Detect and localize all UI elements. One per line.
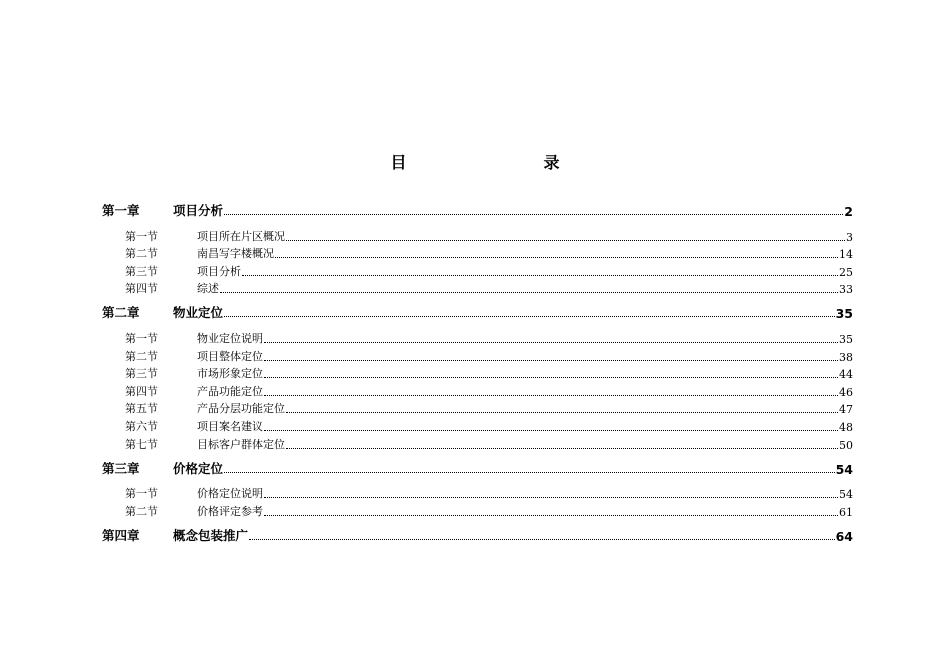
dot-leader [264,515,838,516]
dot-leader [264,430,838,431]
dot-leader [242,275,838,276]
dot-leader [220,292,838,293]
chapter-page-number: 35 [835,306,853,322]
section-title: 产品分层功能定位 [197,402,285,416]
table-of-contents [102,202,853,551]
section-title: 产品功能定位 [197,384,263,398]
section-title: 目标客户群体定位 [197,437,285,451]
toc-section-1-2[interactable] [102,244,853,262]
section-title: 项目案名建议 [197,419,263,433]
section-page-number: 14 [839,248,853,262]
chapter-title: 概念包装推广 [173,527,249,543]
toc-section-2-7[interactable] [102,434,853,452]
section-number: 第三节 [125,264,158,278]
dot-leader [286,412,838,413]
section-page-number: 44 [839,368,853,382]
section-number: 第一节 [125,487,158,501]
section-page-number: 38 [839,350,853,364]
dot-leader [249,539,835,540]
toc-section-3-2[interactable] [102,501,853,519]
toc-chapter-1[interactable] [102,202,853,219]
dot-leader [286,448,838,449]
toc-section-1-4[interactable] [102,279,853,297]
toc-section-1-1[interactable] [102,226,853,244]
chapter-title: 物业定位 [173,305,224,321]
section-title: 项目分析 [197,264,241,278]
section-page-number: 50 [839,438,853,452]
toc-section-1-3[interactable] [102,261,853,279]
dot-leader [264,342,838,343]
chapter-number: 第二章 [102,305,140,321]
section-title: 综述 [197,282,219,296]
dot-leader [264,497,838,498]
chapter-page-number: 54 [835,461,853,477]
section-number: 第七节 [125,437,158,451]
dot-leader [264,377,838,378]
section-title: 南昌写字楼概况 [197,247,274,261]
section-number: 第一节 [125,331,158,345]
section-page-number: 47 [839,403,853,417]
section-page-number: 61 [839,505,853,519]
section-number: 第二节 [125,504,158,518]
section-number: 第二节 [125,247,158,261]
section-title: 市场形象定位 [197,367,263,381]
chapter-number: 第一章 [102,203,140,218]
section-number: 第四节 [125,384,158,398]
section-page-number: 35 [839,332,853,346]
toc-section-2-3[interactable] [102,364,853,382]
page-title: 目 录 [390,153,595,172]
section-title: 价格定位说明 [197,487,263,501]
section-number: 第一节 [125,229,158,243]
dot-leader [264,395,838,396]
toc-section-2-5[interactable] [102,399,853,417]
chapter-title: 价格定位 [173,460,224,476]
section-title: 价格评定参考 [197,504,263,518]
section-number: 第五节 [125,402,158,416]
chapter-page-number: 64 [835,528,853,544]
section-number: 第三节 [125,367,158,381]
toc-section-2-4[interactable] [102,381,853,399]
section-number: 第二节 [125,349,158,363]
chapter-page-number: 2 [844,204,853,219]
toc-section-2-1[interactable] [102,328,853,346]
toc-section-2-6[interactable] [102,416,853,434]
dot-leader [224,214,843,215]
toc-chapter-4[interactable] [102,527,853,544]
section-number: 第六节 [125,419,158,433]
section-page-number: 48 [839,420,853,434]
section-page-number: 33 [839,283,853,297]
section-page-number: 25 [839,265,853,279]
section-page-number: 46 [839,385,853,399]
dot-leader [224,316,835,317]
toc-section-3-1[interactable] [102,484,853,502]
dot-leader [275,257,838,258]
section-title: 项目所在片区概况 [197,229,285,243]
section-page-number: 54 [839,488,853,502]
section-number: 第四节 [125,282,158,296]
dot-leader [224,472,835,473]
toc-chapter-3[interactable] [102,460,853,477]
dot-leader [264,360,838,361]
chapter-number: 第三章 [102,460,140,476]
section-title: 物业定位说明 [197,331,263,345]
chapter-number: 第四章 [102,527,140,543]
section-title: 项目整体定位 [197,349,263,363]
toc-section-2-2[interactable] [102,346,853,364]
toc-chapter-2[interactable] [102,304,853,321]
chapter-title: 项目分析 [173,203,224,218]
section-page-number: 3 [846,230,853,244]
dot-leader [286,240,845,241]
